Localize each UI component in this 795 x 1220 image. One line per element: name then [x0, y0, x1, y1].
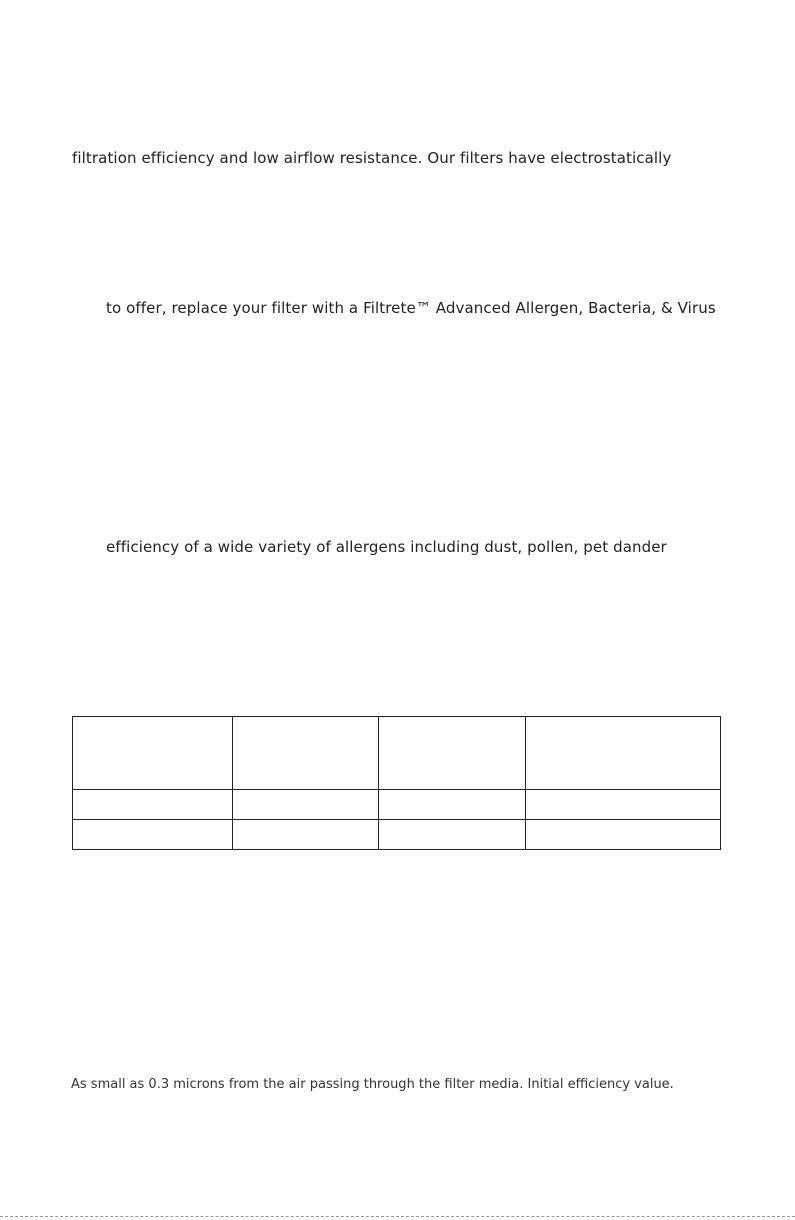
- table-cell: [73, 790, 233, 820]
- table-cell: [526, 790, 721, 820]
- table-header-cell: [73, 717, 233, 790]
- table-cell: [379, 820, 526, 850]
- page-bottom-rule: [0, 1216, 795, 1217]
- body-text-line-3: efficiency of a wide variety of allergens including dust, pollen, pet dander: [106, 538, 667, 556]
- table-header-cell: [233, 717, 379, 790]
- table-row: [73, 790, 721, 820]
- footnote: As small as 0.3 microns from the air passing through the filter media. Initial efficiency value.: [71, 1077, 674, 1092]
- body-text-line-1: filtration efficiency and low airflow resistance. Our filters have electrostatically: [72, 149, 672, 167]
- table-cell: [73, 820, 233, 850]
- table-header-row: [73, 717, 721, 790]
- table-cell: [526, 820, 721, 850]
- table-cell: [379, 790, 526, 820]
- table-cell: [233, 790, 379, 820]
- table-cell: [233, 820, 379, 850]
- spec-table: [72, 716, 721, 850]
- body-text-line-2: to offer, replace your filter with a Filtrete™ Advanced Allergen, Bacteria, & Virus: [106, 299, 716, 317]
- table-row: [73, 820, 721, 850]
- table-header-cell: [526, 717, 721, 790]
- table-header-cell: [379, 717, 526, 790]
